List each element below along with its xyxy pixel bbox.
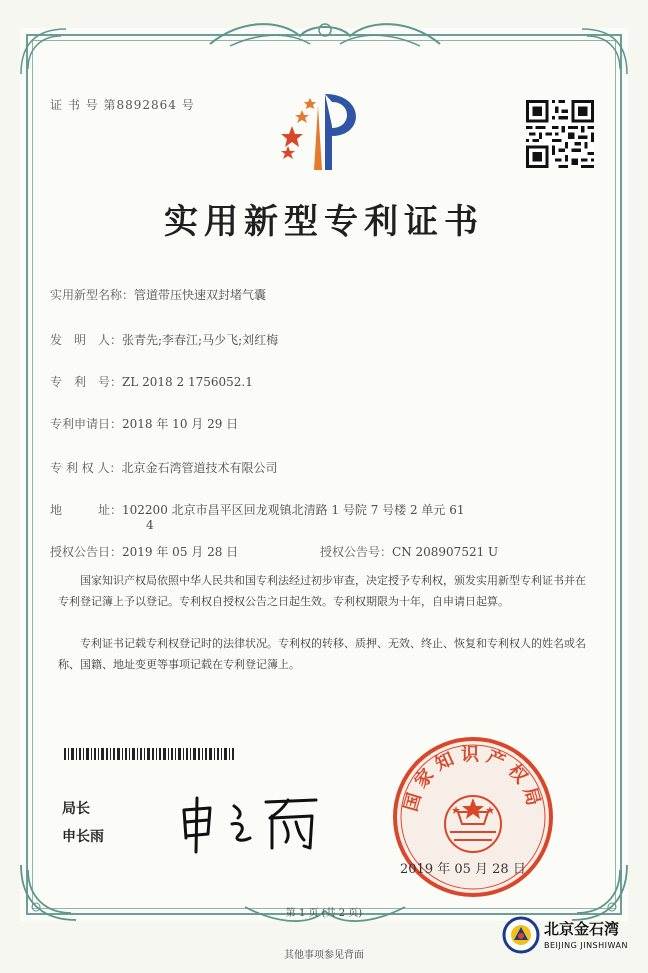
certificate-sheet	[20, 28, 628, 921]
corner-ornament-tr	[572, 24, 632, 84]
field-address	[50, 501, 465, 518]
field-value: ZL 2018 2 1756052.1	[122, 375, 253, 389]
field-value: 管道带压快速双封堵气囊	[134, 288, 267, 302]
field-grant-date	[50, 543, 238, 560]
cnipa-logo-icon	[270, 86, 380, 176]
barcode-icon	[64, 748, 234, 760]
director-name: 申长雨	[62, 829, 104, 845]
qr-code-icon	[526, 100, 594, 168]
field-label: 发 明 人：	[50, 333, 123, 347]
field-grant-number	[320, 543, 498, 560]
field-value: 2019 年 05 月 28 日	[122, 545, 239, 559]
field-label: 专 利 权 人：	[50, 461, 122, 475]
certificate-title: 实用新型专利证书	[164, 202, 484, 242]
field-value: 2018 年 10 月 29 日	[122, 417, 239, 431]
field-label: 授权公告号：	[320, 545, 393, 559]
director-title: 局长	[62, 801, 90, 817]
director-signature	[176, 788, 326, 858]
field-label: 实用新型名称：	[50, 288, 135, 302]
field-filing-date	[50, 415, 238, 432]
field-utility-model-name	[50, 286, 266, 303]
field-value: 102200 北京市昌平区回龙观镇北清路 1 号院 7 号楼 2 单元 61	[122, 503, 465, 517]
footer-note: 其他事项参见背面	[284, 950, 364, 961]
brand-name-en: BEIJING JINSHIWAN	[544, 941, 628, 950]
field-label: 专利申请日：	[50, 417, 123, 431]
field-address-continued: 4	[146, 518, 154, 532]
field-patent-number	[50, 373, 253, 390]
grant-statement-paragraph: 国家知识产权局依照中华人民共和国专利法经过初步审查，决定授予专利权，颁发实用新型专利证书并在专利登记簿上予以登记。专利权自授权公告之日起生效。专利权期限为十年，自申请日起算。	[58, 574, 586, 608]
top-ornament	[200, 14, 450, 54]
brand-name-cn: 北京金石湾	[544, 920, 620, 938]
field-value: 张青先;李春江;马少飞;刘红梅	[122, 333, 279, 347]
page-number: 第 1 页 (共 2 页)	[285, 908, 363, 919]
svg-text:国家知识产权局: 国家知识产权局	[400, 744, 546, 814]
certificate-number: 证 书 号 第8892864 号	[50, 98, 195, 112]
field-value: CN 208907521 U	[392, 545, 499, 559]
field-patentee	[50, 459, 277, 476]
field-label: 地 址：	[50, 503, 123, 517]
corner-ornament-tl	[16, 24, 76, 84]
legal-status-paragraph: 专利证书记载专利权登记时的法律状况。专利权的转移、质押、无效、终止、恢复和专利权人的姓名或名称、国籍、地址变更等事项记载在专利登记簿上。	[58, 637, 586, 671]
field-value: 北京金石湾管道技术有限公司	[121, 461, 278, 475]
seal-date: 2019 年 05 月 28 日	[400, 862, 526, 877]
field-label: 授权公告日：	[50, 545, 123, 559]
field-label: 专 利 号：	[50, 375, 123, 389]
field-inventors	[50, 331, 278, 348]
brand-logo-icon	[502, 916, 540, 954]
